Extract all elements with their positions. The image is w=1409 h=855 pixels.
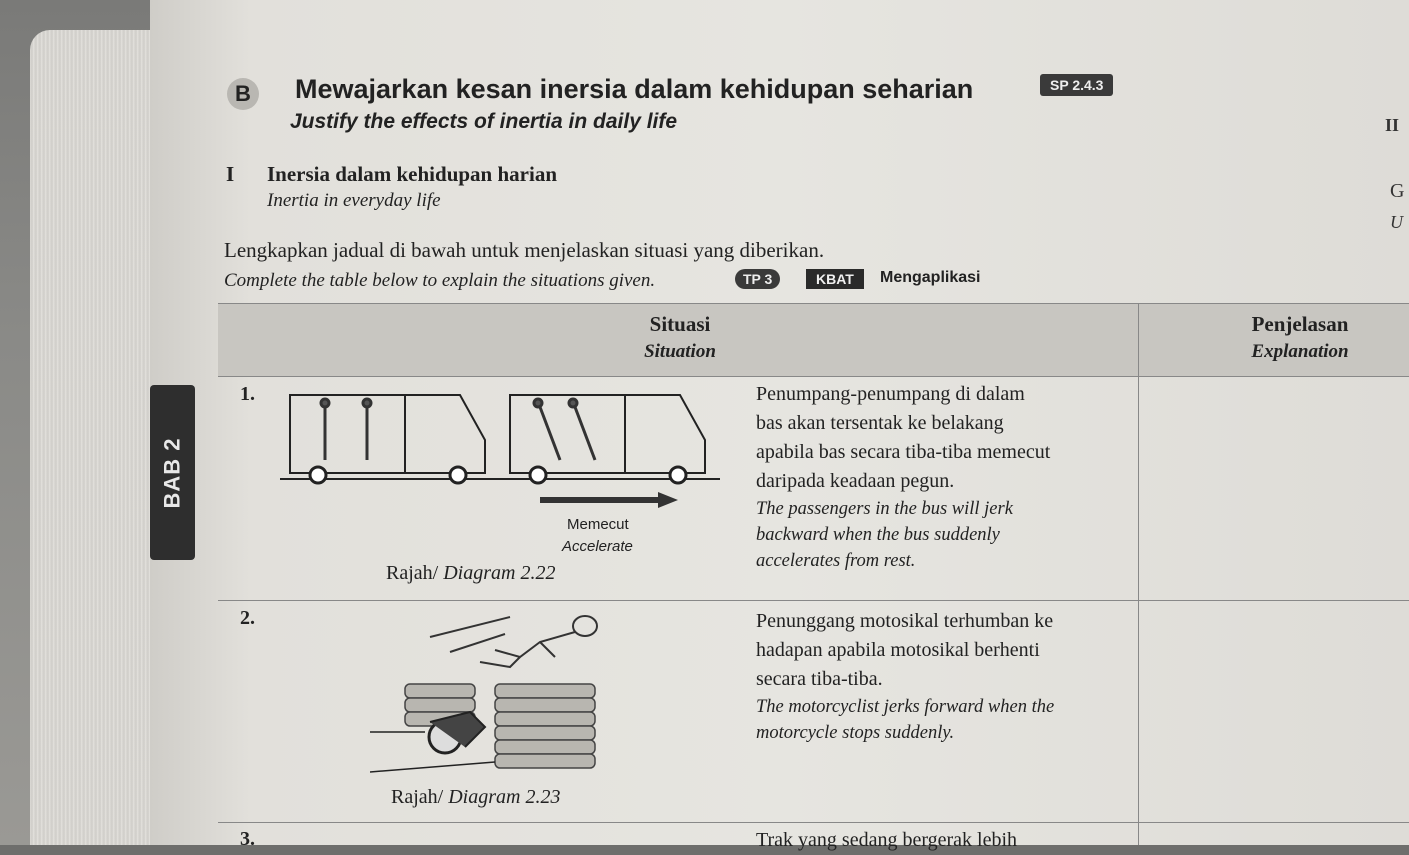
- standard-badge: SP 2.4.3: [1040, 74, 1113, 96]
- section-title-en: Justify the effects of inertia in daily life: [290, 110, 678, 133]
- subsection-number: I: [226, 162, 235, 186]
- column-header-explanation-en: Explanation: [1251, 341, 1349, 362]
- section-letter: B: [227, 78, 259, 110]
- figure-caption: Rajah/ Diagram 2.22: [386, 562, 556, 584]
- subsection-title: Inersia dalam kehidupan harian: [267, 162, 558, 186]
- margin-fragment-1: G: [1390, 180, 1405, 202]
- margin-roman: II: [1385, 115, 1400, 135]
- explanation-text-en: The motorcyclist jerks forward when the motorcycle stops suddenly.: [756, 697, 1055, 743]
- section-title: Mewajarkan kesan inersia dalam kehidupan seharian: [295, 74, 974, 104]
- arrow-label: Memecut: [567, 516, 629, 533]
- kbat-badge: KBAT: [806, 269, 864, 289]
- row-divider: [218, 822, 1409, 823]
- explanation-text: Trak yang sedang bergerak lebih: [756, 829, 1018, 851]
- arrow-label-en: Accelerate: [562, 538, 633, 555]
- column-divider: [1138, 303, 1139, 845]
- kbat-label: Mengaplikasi: [880, 269, 981, 286]
- instruction-text-en: Complete the table below to explain the situations given.: [224, 270, 656, 291]
- column-header-situation: Situasi: [649, 312, 711, 336]
- row-divider: [218, 600, 1409, 601]
- tp-badge: TP 3: [735, 269, 780, 289]
- table-header: [218, 303, 1409, 377]
- row-number: 2.: [240, 607, 255, 629]
- instruction-text: Lengkapkan jadual di bawah untuk menjelaskan situasi yang diberikan.: [224, 238, 825, 262]
- chapter-tab-label: BAB 2: [159, 436, 185, 509]
- row-number: 1.: [240, 383, 255, 405]
- accelerate-arrow-icon: [540, 492, 680, 508]
- column-header-explanation: Penjelasan: [1251, 312, 1349, 336]
- subsection-title-en: Inertia in everyday life: [267, 190, 441, 211]
- explanation-text: Penumpang-penumpang di dalam bas akan tersentak ke belakang apabila bas secara tiba-tiba memecut daripada keadaan pegun.: [756, 383, 1051, 492]
- row-number: 3.: [240, 828, 255, 850]
- figure-caption: Rajah/ Diagram 2.23: [391, 786, 561, 808]
- explanation-text: Penunggang motosikal terhumban ke hadapan apabila motosikal berhenti secara tiba-tiba.: [756, 610, 1054, 690]
- bus-diagram: [270, 385, 750, 495]
- margin-fragment-2: U: [1390, 212, 1403, 232]
- motorcycle-crash-diagram: [370, 612, 610, 782]
- column-header-situation-en: Situation: [644, 341, 716, 362]
- explanation-text-en: The passengers in the bus will jerk backward when the bus suddenly accelerates from rest.: [756, 499, 1013, 571]
